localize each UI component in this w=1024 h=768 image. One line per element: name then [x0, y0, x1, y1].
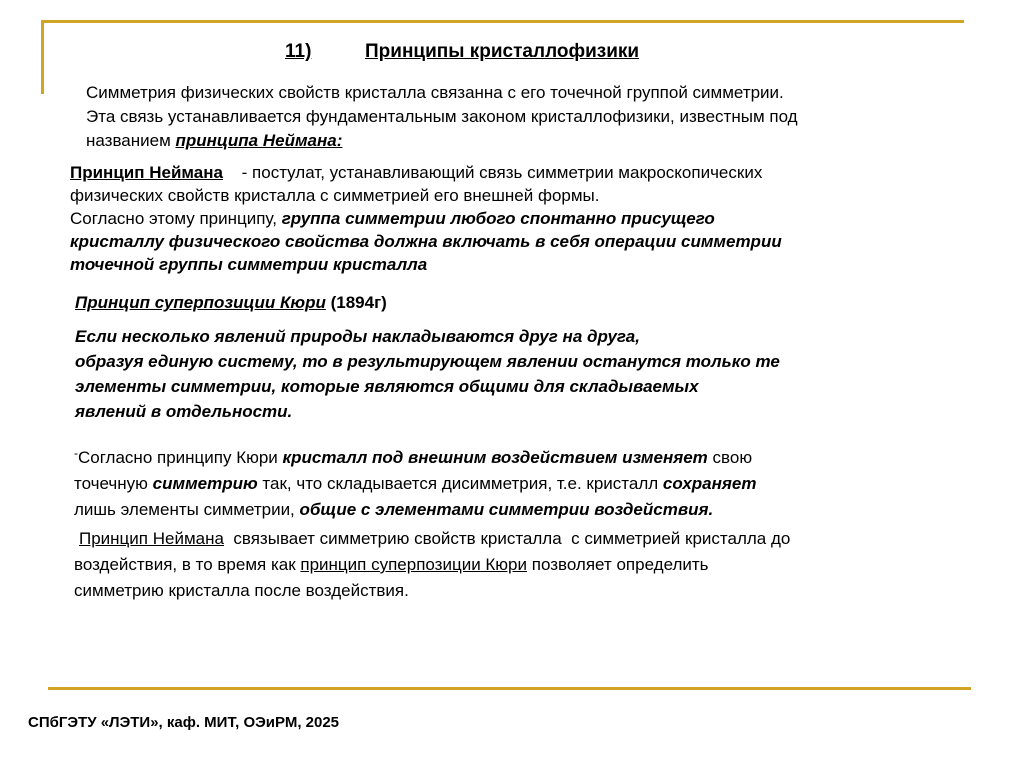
intro-line-3	[86, 129, 798, 153]
curie-consequence-dash: -	[74, 446, 78, 460]
summary-line-2-b: позволяет определить	[527, 555, 709, 574]
slide-title-text: Принципы кристаллофизики	[365, 41, 640, 62]
curie-consequence-l1-b: свою	[707, 448, 753, 467]
curie-consequence-l2-em2: сохраняет	[662, 474, 757, 493]
gold-bottom-rule	[48, 687, 971, 690]
curie-consequence-l1-em: кристалл под внешним воздействием изменяет	[282, 448, 708, 467]
summary-neumann-term: Принцип Неймана	[79, 529, 224, 548]
neumann-line-5: точечной группы симметрии кристалла	[70, 255, 428, 274]
curie-consequence	[74, 440, 756, 523]
neumann-term-intro: принципа Неймана:	[175, 131, 343, 150]
intro-line-1: Симметрия физических свойств кристалла связанна с его точечной группой симметрии.	[86, 83, 784, 102]
intro-line-2: Эта связь устанавливается фундаментальным законом кристаллофизики, известным под	[86, 107, 798, 126]
curie-consequence-l2-a: точечную	[74, 474, 153, 493]
curie-consequence-l2-em1: симметрию	[152, 474, 258, 493]
gold-top-rule	[41, 20, 964, 23]
summary-line-3: симметрию кристалла после воздействия.	[74, 581, 409, 600]
summary-line-1-rest: связывает симметрию свойств кристалла с симметрией кристалла до	[223, 529, 791, 548]
curie-year: (1894г)	[330, 293, 387, 312]
curie-consequence-l3-em: общие с элементами симметрии воздействия.	[299, 500, 714, 519]
curie-term: Принцип суперпозиции Кюри	[75, 293, 326, 312]
intro-line-3-prefix: названием	[86, 131, 176, 150]
footer-credit: СПбГЭТУ «ЛЭТИ», каф. МИТ, ОЭиРМ, 2025	[28, 714, 340, 731]
neumann-line-4: кристаллу физического свойства должна включать в себя операции симметрии	[70, 232, 782, 251]
neumann-line-3-prefix: Согласно этому принципу,	[70, 209, 282, 228]
intro-paragraph	[86, 81, 798, 153]
gold-vertical-rule	[41, 20, 44, 94]
curie-statement-line-3: элементы симметрии, которые являются общими для складываемых	[75, 377, 699, 396]
summary-line-2-a: воздействия, в то время как	[74, 555, 301, 574]
slide-title-number: 11)	[285, 41, 312, 62]
neumann-def-line-2: физических свойств кристалла с симметрией его внешней формы.	[70, 186, 600, 205]
curie-statement	[75, 324, 780, 424]
summary-paragraph	[74, 526, 790, 604]
neumann-term: Принцип Неймана	[70, 163, 223, 182]
summary-curie-term: принцип суперпозиции Кюри	[300, 555, 528, 574]
slide-title	[285, 41, 885, 63]
curie-statement-line-2: образуя единую систему, то в результирующем явлении останутся только те	[75, 352, 780, 371]
curie-consequence-line-2	[74, 471, 756, 497]
summary-line-1	[74, 526, 790, 552]
curie-consequence-l3-a: лишь элементы симметрии,	[74, 500, 300, 519]
summary-line-2	[74, 552, 790, 578]
curie-consequence-l1-a: Согласно принципу Кюри	[78, 448, 283, 467]
neumann-def-line-1: - постулат, устанавливающий связь симметрии макроскопических	[236, 163, 763, 182]
curie-consequence-l2-b: так, что складывается дисимметрия, т.е. кристалл	[257, 474, 663, 493]
curie-consequence-line-1	[74, 440, 756, 471]
neumann-paragraph	[70, 161, 782, 276]
neumann-line-3	[70, 207, 782, 230]
neumann-line-3-em: группа симметрии любого спонтанно присущего	[281, 209, 715, 228]
curie-consequence-line-3	[74, 497, 756, 523]
curie-statement-line-1: Если несколько явлений природы накладываются друг на друга,	[75, 327, 640, 346]
neumann-line-1	[70, 161, 782, 184]
curie-statement-line-4: явлений в отдельности.	[75, 402, 293, 421]
curie-heading	[75, 291, 387, 315]
